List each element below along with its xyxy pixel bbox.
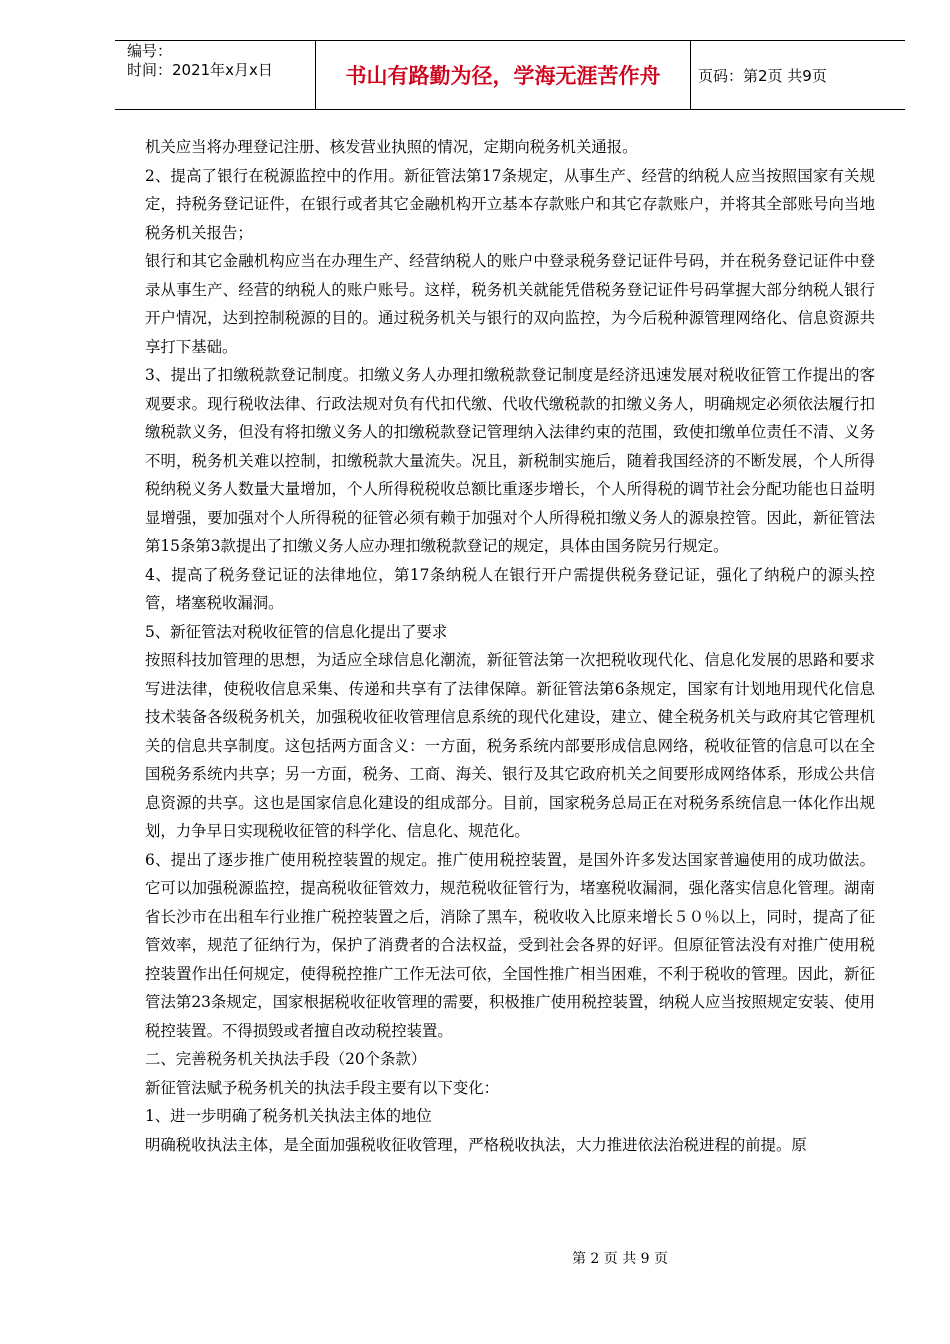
document-body [145, 133, 875, 1159]
time-label: 时间：2021年x月x日 [127, 61, 273, 79]
paragraph: 3、提出了扣缴税款登记制度。扣缴义务人办理扣缴税款登记制度是经济迅速发展对税收征管工作提出的客观要求。现行税收法律、行政法规对负有代扣代缴、代收代缴税款的扣缴义务人，明确规定必须依法履行扣缴税款义务，但没有将扣缴义务人的扣缴税款登记管理纳入法律约束的范围，致使扣缴单位责任不清、义务不明，税务机关难以控制，扣缴税款大量流失。况且，新税制实施后，随着我国经济的不断发展，个人所得税纳税义务人数量大量增加，个人所得税税收总额比重逐步增长，个人所得税的调节社会分配功能也日益明显增强，要加强对个人所得税的征管必须有赖于加强对个人所得税扣缴义务人的源泉控管。因此，新征管法第15条第3款提出了扣缴义务人应办理扣缴税款登记的规定，具体由国务院另行规定。 [145, 366, 875, 555]
paragraph: 5、新征管法对税收征管的信息化提出了要求 [145, 622, 448, 641]
number-label: 编号： [127, 42, 173, 60]
paragraph: 按照科技加管理的思想，为适应全球信息化潮流，新征管法第一次把税收现代化、信息化发展的思路和要求写进法律，使税收信息采集、传递和共享有了法律保障。新征管法第6条规定，国家有计划地用现代化信息技术装备各级税务机关，加强税收征收管理信息系统的现代化建设，建立、健全税务机关与政府其它管理机关的信息共享制度。这包括两方面含义：一方面，税务系统内部要形成信息网络，税收征管的信息可以在全国税务系统内共享；另一方面，税务、工商、海关、银行及其它政府机关之间要形成网络体系，形成公共信息资源的共享。这也是国家信息化建设的组成部分。目前，国家税务总局正在对税务系统信息一体化作出规划，力争早日实现税收征管的科学化、信息化、规范化。 [145, 651, 875, 840]
paragraph: 6、提出了逐步推广使用税控装置的规定。推广使用税控装置，是国外许多发达国家普遍使用的成功做法。它可以加强税源监控，提高税收征管效力，规范税收征管行为，堵塞税收漏洞，强化落实信息化管理。湖南省长沙市在出租车行业推广税控装置之后，消除了黑车，税收收入比原来增长５０％以上，同时，提高了征管效率，规范了征纳行为，保护了消费者的合法权益，受到社会各界的好评。但原征管法没有对推广使用税控装置作出任何规定，使得税控推广工作无法可依，全国性推广相当困难，不利于税收的管理。因此，新征管法第23条规定，国家根据税收征收管理的需要，积极推广使用税控装置，纳税人应当按照规定安装、使用税控装置。不得损毁或者擅自改动税控装置。 [145, 850, 875, 1040]
paragraph: 新征管法赋予税务机关的执法手段主要有以下变化： [145, 1078, 499, 1097]
paragraph: 1、进一步明确了税务机关执法主体的地位 [145, 1107, 432, 1125]
paragraph: 2、提高了银行在税源监控中的作用。新征管法第17条规定，从事生产、经营的纳税人应当按照国家有关规定，持税务登记证件，在银行或者其它金融机构开立基本存款账户和其它存款账户，并将其全部账号向当地税务机关报告； [145, 166, 875, 242]
header-page-info: 页码：第2页 共9页 [698, 66, 827, 85]
paragraph: 4、提高了税务登记证的法律地位，第17条纳税人在银行开户需提供税务登记证，强化了纳税户的源头控管，堵塞税收漏洞。 [145, 565, 875, 612]
page-header [115, 40, 905, 110]
paragraph: 机关应当将办理登记注册、核发营业执照的情况，定期向税务机关通报。 [145, 138, 638, 156]
header-meta [115, 41, 315, 109]
paragraph: 明确税收执法主体，是全面加强税收征收管理，严格税收执法，大力推进依法治税进程的前提。原 [145, 1135, 807, 1154]
paragraph: 二、完善税务机关执法手段（20个条款） [145, 1050, 427, 1068]
paragraph: 银行和其它金融机构应当在办理生产、经营纳税人的账户中登录税务登记证件号码，并在税务登记证件中登录从事生产、经营的纳税人的账户账号。这样，税务机关就能凭借税务登记证件号码掌握大部分纳税人银行开户情况，达到控制税源的目的。通过税务机关与银行的双向监控，为今后税种源管理网络化、信息资源共享打下基础。 [145, 252, 875, 356]
header-motto: 书山有路勤为径，学海无涯苦作舟 [315, 41, 691, 109]
page-footer: 第 2 页 共 9 页 [571, 1251, 669, 1267]
